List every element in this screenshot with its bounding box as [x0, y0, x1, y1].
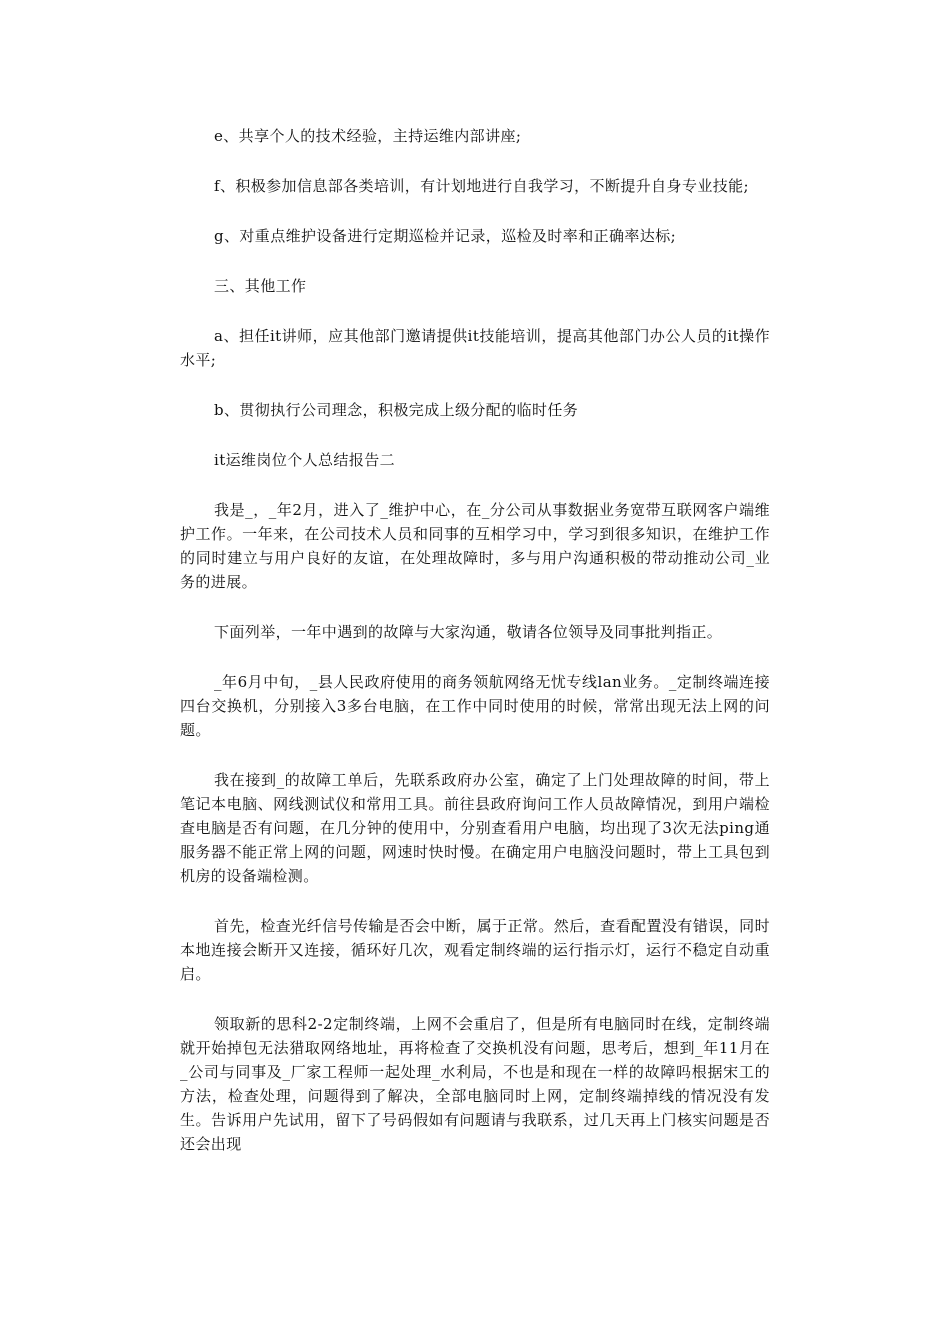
- paragraph-f-item: f、积极参加信息部各类培训，有计划地进行自我学习，不断提升自身专业技能;: [214, 177, 750, 195]
- paragraph-b-item: b、贯彻执行公司理念，积极完成上级分配的临时任务: [214, 401, 579, 419]
- section-heading-other-work: 三、其他工作: [214, 277, 307, 295]
- paragraph-list-intro: 下面列举，一年中遇到的故障与大家沟通，敬请各位领导及同事批判指正。: [214, 623, 723, 641]
- report-title: it运维岗位个人总结报告二: [214, 451, 396, 469]
- paragraph-intro: 我是_，_年2月，进入了_维护中心，在_分公司从事数据业务宽带互联网客户端维护工作。一年来，在公司技术人员和同事的互相学习中，学习到很多知识，在维护工作的同时建立与用户良好的友谊，在处理故障时，多与用户沟通积极的带动推动公司_业务的进展。: [180, 501, 770, 591]
- paragraph-e-item: e、共享个人的技术经验，主持运维内部讲座;: [214, 127, 522, 145]
- paragraph-a-item: a、担任it讲师，应其他部门邀请提供it技能培训，提高其他部门办公人员的it操作水平;: [180, 327, 770, 369]
- paragraph-troubleshooting: 我在接到_的故障工单后，先联系政府办公室，确定了上门处理故障的时间，带上笔记本电脑、网线测试仪和常用工具。前往县政府询问工作人员故障情况，到用户端检查电脑是否有问题，在几分钟的使用中，分别查看用户电脑，均出现了3次无法ping通服务器不能正常上网的问题，网速时快时慢。在确定用户电脑没问题时，带上工具包到机房的设备端检测。: [180, 771, 770, 885]
- document-body: [180, 124, 770, 1182]
- paragraph-g-item: g、对重点维护设备进行定期巡检并记录，巡检及时率和正确率达标;: [214, 227, 677, 245]
- paragraph-case-description: _年6月中旬，_县人民政府使用的商务领航网络无忧专线lan业务。_定制终端连接四台交换机，分别接入3多台电脑，在工作中同时使用的时候，常常出现无法上网的问题。: [180, 673, 770, 739]
- paragraph-inspection: 首先，检查光纤信号传输是否会中断，属于正常。然后，查看配置没有错误，同时本地连接会断开又连接，循环好几次，观看定制终端的运行指示灯，运行不稳定自动重启。: [180, 917, 770, 983]
- paragraph-resolution: 领取新的思科2-2定制终端，上网不会重启了，但是所有电脑同时在线，定制终端就开始掉包无法猎取网络地址，再将检查了交换机没有问题，思考后，想到_年11月在_公司与同事及_厂家工程师一起处理_水利局，不也是和现在一样的故障吗根据宋工的方法，检查处理，问题得到了解决，全部电脑同时上网，定制终端掉线的情况没有发生。告诉用户先试用，留下了号码假如有问题请与我联系，过几天再上门核实问题是否还会出现: [180, 1015, 770, 1153]
